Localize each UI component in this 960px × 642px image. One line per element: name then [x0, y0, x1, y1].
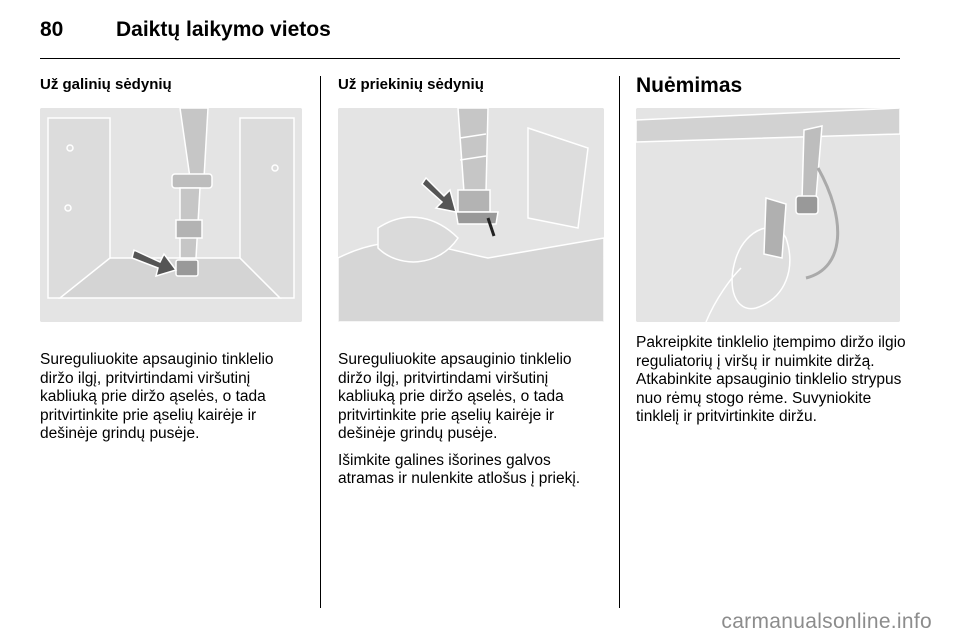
- section-text: Sureguliuokite apsauginio tinklelio diržo ilgį, pritvirtindami viršutinį kabliuką prie diržo ąselės, o tada pritvirtinkite prie ąselių kairėje ir dešinėje grindų pusėje.: [40, 351, 274, 442]
- section-front-seats: [338, 76, 604, 489]
- watermark: carmanualsonline.info: [721, 610, 932, 633]
- section-rear-seats: [40, 76, 302, 444]
- section-text: Pakreipkite tinklelio įtempimo diržo ilgio reguliatorių į viršų ir nuimkite diržą. Atkabinkite apsauginio tinklelio strypus nuo rėmų stogo rėme. Suvyniokite tinklelį ir pritvirtinkite diržu.: [636, 334, 906, 425]
- section-text: Sureguliuokite apsauginio tinklelio diržo ilgį, pritvirtindami viršutinį kabliuką prie diržo ąselės, o tada pritvirtinkite prie ąselių kairėje ir dešinėje grindų pusėje.: [338, 351, 572, 442]
- section-heading: Nuėmimas: [636, 74, 743, 97]
- section-heading: Už galinių sėdynių: [40, 76, 172, 93]
- column-divider: [320, 76, 321, 608]
- page-number: 80: [40, 18, 64, 41]
- rear-seat-strap-illustration: [40, 108, 302, 322]
- section-text: Išimkite galines išorines galvos atramas ir nulenkite atlošus į priekį.: [338, 451, 581, 487]
- front-seat-strap-illustration: [338, 108, 604, 322]
- section-removal: [636, 76, 906, 427]
- page-header: [40, 18, 900, 59]
- chapter-title: Daiktų laikymo vietos: [116, 18, 331, 41]
- section-heading: Už priekinių sėdynių: [338, 76, 484, 93]
- column-divider: [619, 76, 620, 608]
- removal-illustration: [636, 108, 900, 322]
